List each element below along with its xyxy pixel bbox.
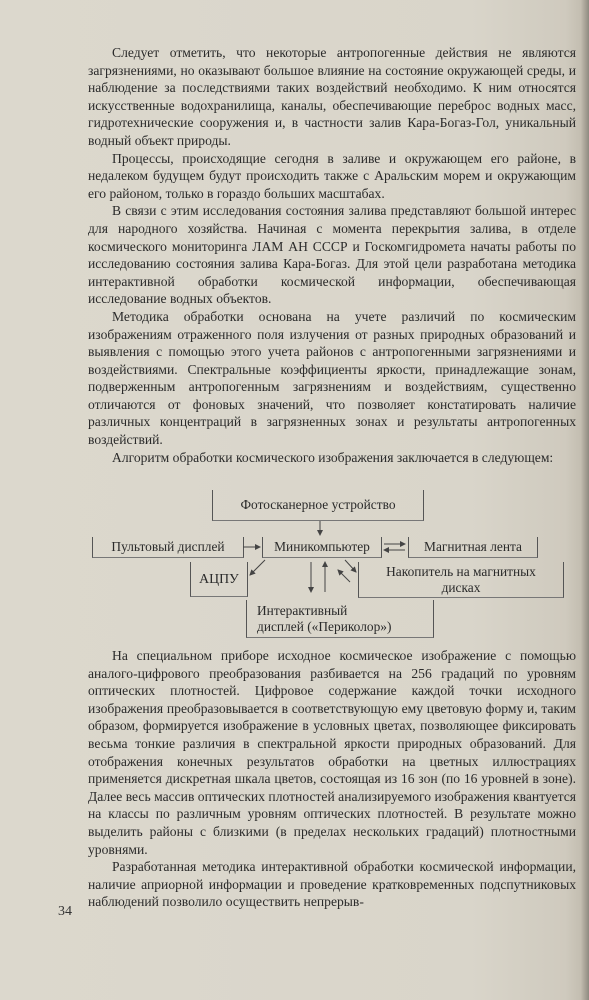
page-number: 34: [58, 904, 72, 919]
paragraph: В связи с этим исследования состояния залива представляют большой интерес для народного хозяйства. Начиная с момента перекрытия залива, в отделе космического мониторинга ЛАМ АН СССР и Госкомгидромета начаты работы по исследованию состояния залива Кара-Богаз. Для этой цели разработана методика интерактивной обработки космической информации, обеспечивающая исследование водных объектов.: [88, 203, 576, 307]
diagram-box-console-display: Пультовый дисплей: [92, 537, 244, 558]
diagram-box-adc: АЦПУ: [190, 562, 248, 597]
paragraph: Процессы, происходящие сегодня в заливе и окружающем его районе, в недалеком будущем будут происходить также с Аральским морем и окружающим его районом, только в гораздо больших масштабах.: [88, 150, 576, 201]
page-edge: [581, 0, 589, 1000]
diagram-box-magnetic-tape: Магнитная лента: [408, 537, 538, 558]
paragraph: Следует отметить, что некоторые антропогенные действия не являются загрязнениями, но оказывают большое влияние на состояние окружающей среды, и наблюдение за последствиями таких воздействий необходимо. К ним относятся искусственные водохранилища, каналы, обеспечивающие переброс водных масс, гидротехнические сооружения и, в частности залив Кара-Богаз-Гол, уникальный водный объект природы.: [88, 45, 576, 148]
diagram-box-disk-storage: [358, 562, 564, 598]
diagram-label: Накопитель на магнитных: [386, 564, 536, 579]
text-block-bottom: [88, 647, 576, 911]
paragraph: Алгоритм обработки космического изображения заключается в следующем:: [112, 449, 554, 465]
paragraph: На специальном приборе исходное космическое изображение с помощью аналого-цифрового преобразования разбивается на 256 градаций по уровням оптических плотностей. Цифровое содержание каждой точки исходного изображения преобразовывается в соответствующую ему цветовую форму и, таким образом, формируется изображение в условных цветах, позволяющее фиксировать весьма тонкие различия в спектральной яркости природных образований. Для отображения конечных результатов обработки на цветных иллюстрациях применяется дискретная шкала цветов, состоящая из 16 зон (по 16 уровней в зоне). Далее весь массив оптических плотностей анализируемого изображения квантуется на классы по различным уровням оптических плотностей. В результате можно выделить районы с близкими (в пределах нескольких градаций) плотностными уровнями.: [88, 648, 576, 857]
diagram-label: Интерактивный: [257, 603, 348, 618]
diagram-label: дисках: [441, 580, 481, 595]
diagram-box-scanner: Фотосканерное устройство: [212, 490, 424, 521]
diagram-box-interactive-display: [246, 600, 434, 638]
diagram-box-minicomputer: Миникомпьютер: [262, 537, 382, 558]
paragraph: Методика обработки основана на учете различий по космическим изображениям отраженного поля излучения от разных природных образований и выявления с помощью этого учета районов с антропогенными загрязнениями и воздействиями. Спектральные коэффициенты яркости, принадлежащие зонам, подверженным антропогенным загрязнениям и воздействиям, существенно отличаются от фоновых значений, что позволяет констатировать наличие различных концентраций в загрязненных зонах и результаты антропогенных воздействий.: [88, 308, 576, 448]
text-block-top: [88, 44, 576, 466]
diagram-label: дисплей («Периколор»): [257, 619, 392, 634]
paragraph: Разработанная методика интерактивной обработки космической информации, наличие априорной информации и проведение кратковременных подспутниковых наблюдений позволило осуществить непрерыв-: [88, 859, 576, 910]
